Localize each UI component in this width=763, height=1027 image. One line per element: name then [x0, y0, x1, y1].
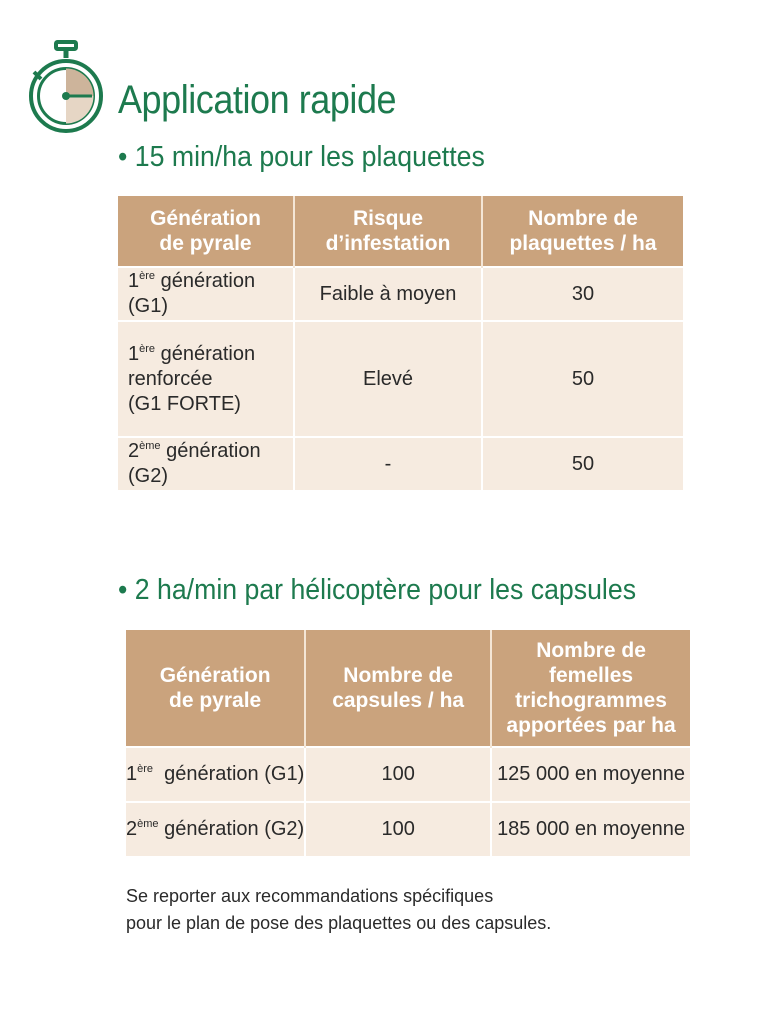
section-heading-plaquettes: • 15 min/ha pour les plaquettes [118, 141, 485, 173]
table-row [126, 747, 690, 802]
generation-cell: 2ème génération (G2) [118, 437, 294, 490]
column-header-risk: Risque d’infestation [294, 196, 482, 267]
females-cell: 185 000 en moyenne [491, 802, 690, 856]
count-cell: 50 [482, 437, 683, 490]
footnote-line: pour le plan de pose des plaquettes ou des capsules. [126, 913, 552, 933]
generation-cell: 1ère génération (G1) [118, 267, 294, 321]
count-cell: 50 [482, 321, 683, 437]
table-plaquettes [118, 196, 683, 490]
generation-cell: 2ème génération (G2) [126, 802, 305, 856]
count-cell: 30 [482, 267, 683, 321]
table-row [118, 437, 683, 490]
risk-cell: Elevé [294, 321, 482, 437]
risk-cell: - [294, 437, 482, 490]
generation-cell: 1ère génération (G1) [126, 747, 305, 802]
footnote-line: Se reporter aux recommandations spécifiques [126, 886, 494, 906]
column-header-generation: Génération de pyrale [126, 630, 305, 747]
column-header-capsules-count: Nombre de capsules / ha [305, 630, 491, 747]
section-heading-capsules: • 2 ha/min par hélicoptère pour les capsules [118, 574, 637, 606]
capsules-cell: 100 [305, 802, 491, 856]
table-capsules [126, 630, 690, 856]
footnote [126, 883, 551, 937]
page-title: Application rapide [118, 78, 397, 122]
stopwatch-icon [26, 38, 106, 138]
table-row [126, 802, 690, 856]
column-header-females-count: Nombre de femelles trichogrammes apportées par ha [491, 630, 690, 747]
table-row [118, 321, 683, 437]
risk-cell: Faible à moyen [294, 267, 482, 321]
capsules-cell: 100 [305, 747, 491, 802]
table-row [118, 267, 683, 321]
generation-cell: 1ère génération renforcée (G1 FORTE) [118, 321, 294, 437]
column-header-generation: Génération de pyrale [118, 196, 294, 267]
females-cell: 125 000 en moyenne [491, 747, 690, 802]
column-header-plaquettes-count: Nombre de plaquettes / ha [482, 196, 683, 267]
